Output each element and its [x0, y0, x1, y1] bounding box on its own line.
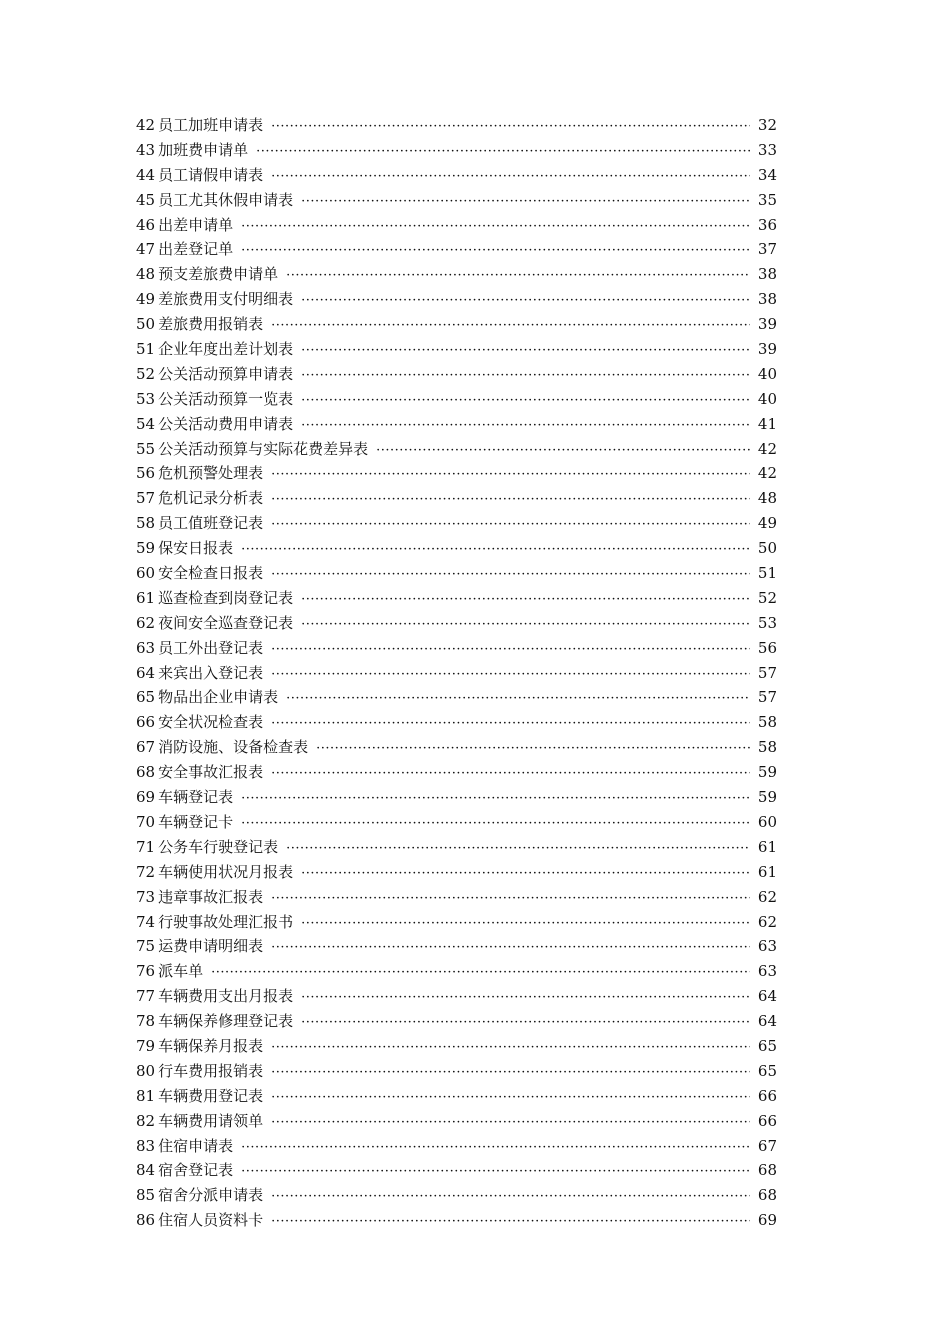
- toc-entry[interactable]: [136, 1059, 777, 1084]
- toc-entry-title: 差旅费用报销表: [158, 315, 264, 334]
- toc-entry-page-number: 59: [757, 788, 777, 807]
- toc-entry[interactable]: [136, 710, 777, 735]
- toc-entry-page-number: 68: [757, 1186, 777, 1205]
- toc-entry[interactable]: [136, 387, 777, 412]
- toc-entry-title: 车辆登记卡: [158, 812, 234, 831]
- toc-entry-page-number: 37: [757, 240, 777, 259]
- toc-entry-title: 车辆费用请领单: [158, 1111, 264, 1130]
- dot-leader: [241, 1160, 750, 1185]
- toc-entry-title: 住宿申请表: [158, 1136, 234, 1155]
- toc-entry-page-number: 63: [757, 962, 777, 981]
- dot-leader: [271, 663, 750, 688]
- dot-leader: [301, 862, 750, 887]
- toc-entry[interactable]: [136, 237, 777, 262]
- toc-entry[interactable]: [136, 611, 777, 636]
- toc-entry-number: 54: [136, 414, 156, 433]
- toc-entry-number: 76: [136, 962, 156, 981]
- toc-entry-page-number: 48: [757, 489, 777, 508]
- toc-entry-page-number: 66: [757, 1111, 777, 1130]
- toc-entry[interactable]: [136, 437, 777, 462]
- dot-leader: [241, 812, 750, 837]
- toc-entry-title: 企业年度出差计划表: [158, 340, 294, 359]
- dot-leader: [241, 538, 750, 563]
- toc-entry[interactable]: [136, 586, 777, 611]
- toc-entry[interactable]: [136, 511, 777, 536]
- dot-leader: [271, 563, 750, 588]
- dot-leader: [271, 314, 750, 339]
- toc-entry-page-number: 59: [757, 763, 777, 782]
- toc-entry-number: 66: [136, 713, 156, 732]
- toc-entry-page-number: 65: [757, 1061, 777, 1080]
- toc-entry[interactable]: [136, 1208, 777, 1233]
- toc-entry-page-number: 58: [757, 713, 777, 732]
- toc-entry-title: 危机记录分析表: [158, 489, 264, 508]
- toc-entry[interactable]: [136, 685, 777, 710]
- dot-leader: [301, 190, 750, 215]
- toc-entry[interactable]: [136, 213, 777, 238]
- toc-entry-page-number: 64: [757, 987, 777, 1006]
- toc-entry-title: 夜间安全巡查登记表: [158, 613, 294, 632]
- toc-entry-title: 差旅费用支付明细表: [158, 290, 294, 309]
- toc-entry[interactable]: [136, 934, 777, 959]
- toc-entry-title: 物品出企业申请表: [158, 688, 279, 707]
- toc-entry-page-number: 61: [757, 862, 777, 881]
- toc-entry-page-number: 66: [757, 1086, 777, 1105]
- toc-entry-number: 64: [136, 663, 156, 682]
- toc-entry-page-number: 39: [757, 340, 777, 359]
- toc-entry-page-number: 61: [757, 837, 777, 856]
- toc-entry-title: 公关活动预算一览表: [158, 389, 294, 408]
- toc-entry-number: 68: [136, 763, 156, 782]
- toc-entry[interactable]: [136, 661, 777, 686]
- toc-entry-title: 违章事故汇报表: [158, 887, 264, 906]
- dot-leader: [271, 488, 750, 513]
- toc-entry-page-number: 67: [757, 1136, 777, 1155]
- toc-entry-title: 车辆保养修理登记表: [158, 1012, 294, 1031]
- dot-leader: [241, 215, 750, 240]
- toc-entry[interactable]: [136, 188, 777, 213]
- toc-entry-number: 56: [136, 464, 156, 483]
- toc-entry-page-number: 40: [757, 389, 777, 408]
- toc-entry-page-number: 38: [757, 265, 777, 284]
- toc-entry-number: 70: [136, 812, 156, 831]
- dot-leader: [271, 1185, 750, 1210]
- toc-entry-number: 53: [136, 389, 156, 408]
- toc-entry[interactable]: [136, 1034, 777, 1059]
- toc-entry-title: 来宾出入登记表: [158, 663, 264, 682]
- toc-entry[interactable]: [136, 785, 777, 810]
- toc-entry-page-number: 63: [757, 937, 777, 956]
- dot-leader: [286, 687, 750, 712]
- toc-entry-number: 69: [136, 788, 156, 807]
- dot-leader: [271, 463, 750, 488]
- dot-leader: [271, 1061, 750, 1086]
- dot-leader: [301, 389, 750, 414]
- dot-leader: [271, 1086, 750, 1111]
- toc-entry-number: 57: [136, 489, 156, 508]
- toc-entry[interactable]: [136, 163, 777, 188]
- toc-entry[interactable]: [136, 1109, 777, 1134]
- table-of-contents: [136, 113, 777, 1233]
- toc-entry-page-number: 56: [757, 638, 777, 657]
- toc-entry-page-number: 35: [757, 190, 777, 209]
- toc-entry[interactable]: [136, 636, 777, 661]
- dot-leader: [271, 1111, 750, 1136]
- dot-leader: [271, 513, 750, 538]
- toc-entry-number: 52: [136, 364, 156, 383]
- toc-entry-title: 安全事故汇报表: [158, 763, 264, 782]
- toc-entry-title: 住宿人员资料卡: [158, 1211, 264, 1230]
- toc-entry-number: 75: [136, 937, 156, 956]
- dot-leader: [301, 1011, 750, 1036]
- toc-entry-title: 宿舍分派申请表: [158, 1186, 264, 1205]
- toc-entry[interactable]: [136, 362, 777, 387]
- toc-entry-number: 60: [136, 564, 156, 583]
- dot-leader: [301, 613, 750, 638]
- toc-entry-page-number: 64: [757, 1012, 777, 1031]
- toc-entry-page-number: 52: [757, 588, 777, 607]
- dot-leader: [271, 165, 750, 190]
- toc-entry-number: 86: [136, 1211, 156, 1230]
- toc-entry-page-number: 51: [757, 564, 777, 583]
- dot-leader: [376, 439, 750, 464]
- toc-entry-page-number: 39: [757, 315, 777, 334]
- toc-entry-page-number: 50: [757, 539, 777, 558]
- toc-entry-page-number: 41: [757, 414, 777, 433]
- toc-entry[interactable]: [136, 910, 777, 935]
- toc-entry-number: 48: [136, 265, 156, 284]
- toc-entry-title: 巡查检查到岗登记表: [158, 588, 294, 607]
- toc-entry[interactable]: [136, 262, 777, 287]
- toc-entry[interactable]: [136, 835, 777, 860]
- toc-entry[interactable]: [136, 885, 777, 910]
- toc-entry-title: 车辆登记表: [158, 788, 234, 807]
- toc-entry-title: 行驶事故处理汇报书: [158, 912, 294, 931]
- toc-entry-title: 运费申请明细表: [158, 937, 264, 956]
- toc-entry[interactable]: [136, 1158, 777, 1183]
- dot-leader: [301, 912, 750, 937]
- toc-entry-title: 员工请假申请表: [158, 165, 264, 184]
- toc-entry-number: 49: [136, 290, 156, 309]
- toc-entry-title: 出差申请单: [158, 215, 234, 234]
- toc-entry-number: 59: [136, 539, 156, 558]
- toc-entry-title: 员工外出登记表: [158, 638, 264, 657]
- dot-leader: [211, 961, 750, 986]
- toc-entry-title: 危机预警处理表: [158, 464, 264, 483]
- toc-entry-number: 47: [136, 240, 156, 259]
- toc-entry-page-number: 65: [757, 1036, 777, 1055]
- toc-entry-page-number: 69: [757, 1211, 777, 1230]
- dot-leader: [301, 289, 750, 314]
- toc-entry-number: 58: [136, 514, 156, 533]
- toc-entry-title: 公关活动费用申请表: [158, 414, 294, 433]
- toc-entry-number: 79: [136, 1036, 156, 1055]
- toc-entry-title: 公关活动预算与实际花费差异表: [158, 439, 369, 458]
- toc-entry-title: 员工值班登记表: [158, 514, 264, 533]
- dot-leader: [301, 339, 750, 364]
- toc-entry-number: 82: [136, 1111, 156, 1130]
- toc-entry-title: 员工尤其休假申请表: [158, 190, 294, 209]
- toc-entry[interactable]: [136, 337, 777, 362]
- toc-entry-number: 43: [136, 140, 156, 159]
- toc-entry-number: 55: [136, 439, 156, 458]
- dot-leader: [301, 364, 750, 389]
- toc-entry-number: 78: [136, 1012, 156, 1031]
- dot-leader: [241, 239, 750, 264]
- dot-leader: [271, 887, 750, 912]
- toc-entry[interactable]: [136, 412, 777, 437]
- dot-leader: [256, 140, 750, 165]
- toc-entry-title: 安全检查日报表: [158, 564, 264, 583]
- toc-entry-title: 安全状况检查表: [158, 713, 264, 732]
- toc-entry-title: 预支差旅费申请单: [158, 265, 279, 284]
- toc-entry-title: 公关活动预算申请表: [158, 364, 294, 383]
- toc-entry-title: 车辆使用状况月报表: [158, 862, 294, 881]
- toc-entry-number: 63: [136, 638, 156, 657]
- toc-entry-page-number: 60: [757, 812, 777, 831]
- toc-entry-title: 员工加班申请表: [158, 116, 264, 134]
- toc-entry-page-number: 34: [757, 165, 777, 184]
- toc-entry-number: 46: [136, 215, 156, 234]
- toc-entry-number: 42: [136, 116, 156, 134]
- toc-entry-title: 派车单: [158, 962, 204, 981]
- toc-entry[interactable]: [136, 1084, 777, 1109]
- dot-leader: [301, 986, 750, 1011]
- toc-entry-number: 84: [136, 1161, 156, 1180]
- toc-entry-title: 消防设施、设备检查表: [158, 738, 309, 757]
- dot-leader: [271, 936, 750, 961]
- toc-entry-number: 50: [136, 315, 156, 334]
- toc-entry-page-number: 36: [757, 215, 777, 234]
- toc-entry-title: 车辆保养月报表: [158, 1036, 264, 1055]
- dot-leader: [271, 638, 750, 663]
- toc-entry-number: 44: [136, 165, 156, 184]
- toc-entry[interactable]: [136, 860, 777, 885]
- toc-entry-title: 出差登记单: [158, 240, 234, 259]
- dot-leader: [286, 264, 750, 289]
- toc-entry-title: 保安日报表: [158, 539, 234, 558]
- toc-entry[interactable]: [136, 113, 777, 138]
- dot-leader: [271, 712, 750, 737]
- toc-entry[interactable]: [136, 760, 777, 785]
- toc-entry-number: 45: [136, 190, 156, 209]
- toc-entry[interactable]: [136, 1134, 777, 1159]
- toc-entry-page-number: 49: [757, 514, 777, 533]
- toc-entry[interactable]: [136, 312, 777, 337]
- toc-entry-number: 62: [136, 613, 156, 632]
- dot-leader: [271, 1036, 750, 1061]
- toc-entry-number: 73: [136, 887, 156, 906]
- toc-entry[interactable]: [136, 536, 777, 561]
- toc-entry-title: 公务车行驶登记表: [158, 837, 279, 856]
- dot-leader: [271, 762, 750, 787]
- toc-entry[interactable]: [136, 810, 777, 835]
- toc-entry-page-number: 62: [757, 912, 777, 931]
- toc-entry-page-number: 42: [757, 439, 777, 458]
- dot-leader: [241, 1136, 750, 1161]
- toc-entry-number: 72: [136, 862, 156, 881]
- dot-leader: [301, 414, 750, 439]
- toc-entry[interactable]: [136, 1009, 777, 1034]
- dot-leader: [316, 737, 750, 762]
- toc-entry-number: 85: [136, 1186, 156, 1205]
- toc-entry-page-number: 33: [757, 140, 777, 159]
- toc-entry-title: 行车费用报销表: [158, 1061, 264, 1080]
- toc-entry-page-number: 57: [757, 688, 777, 707]
- dot-leader: [301, 588, 750, 613]
- toc-entry-page-number: 40: [757, 364, 777, 383]
- toc-entry[interactable]: [136, 959, 777, 984]
- toc-entry-number: 77: [136, 987, 156, 1006]
- toc-entry-title: 宿舍登记表: [158, 1161, 234, 1180]
- toc-entry[interactable]: [136, 461, 777, 486]
- toc-entry-number: 83: [136, 1136, 156, 1155]
- toc-entry[interactable]: [136, 984, 777, 1009]
- toc-entry[interactable]: [136, 1183, 777, 1208]
- toc-entry-page-number: 62: [757, 887, 777, 906]
- toc-entry-page-number: 58: [757, 738, 777, 757]
- toc-entry[interactable]: [136, 561, 777, 586]
- toc-entry[interactable]: [136, 735, 777, 760]
- toc-entry-title: 车辆费用支出月报表: [158, 987, 294, 1006]
- toc-entry-page-number: 42: [757, 464, 777, 483]
- toc-entry-page-number: 57: [757, 663, 777, 682]
- toc-entry-title: 加班费申请单: [158, 140, 249, 159]
- toc-entry-page-number: 32: [757, 116, 777, 134]
- dot-leader: [241, 787, 750, 812]
- toc-entry-number: 71: [136, 837, 156, 856]
- toc-entry-page-number: 68: [757, 1161, 777, 1180]
- toc-entry-number: 61: [136, 588, 156, 607]
- toc-entry-title: 车辆费用登记表: [158, 1086, 264, 1105]
- toc-entry[interactable]: [136, 486, 777, 511]
- toc-entry-number: 74: [136, 912, 156, 931]
- toc-entry-number: 67: [136, 738, 156, 757]
- toc-entry-page-number: 53: [757, 613, 777, 632]
- toc-entry-number: 81: [136, 1086, 156, 1105]
- toc-entry-page-number: 38: [757, 290, 777, 309]
- toc-entry[interactable]: [136, 138, 777, 163]
- dot-leader: [286, 837, 750, 862]
- toc-entry-number: 80: [136, 1061, 156, 1080]
- toc-entry-number: 51: [136, 340, 156, 359]
- dot-leader: [271, 1210, 750, 1235]
- toc-entry-number: 65: [136, 688, 156, 707]
- toc-entry[interactable]: [136, 287, 777, 312]
- dot-leader: [271, 115, 750, 140]
